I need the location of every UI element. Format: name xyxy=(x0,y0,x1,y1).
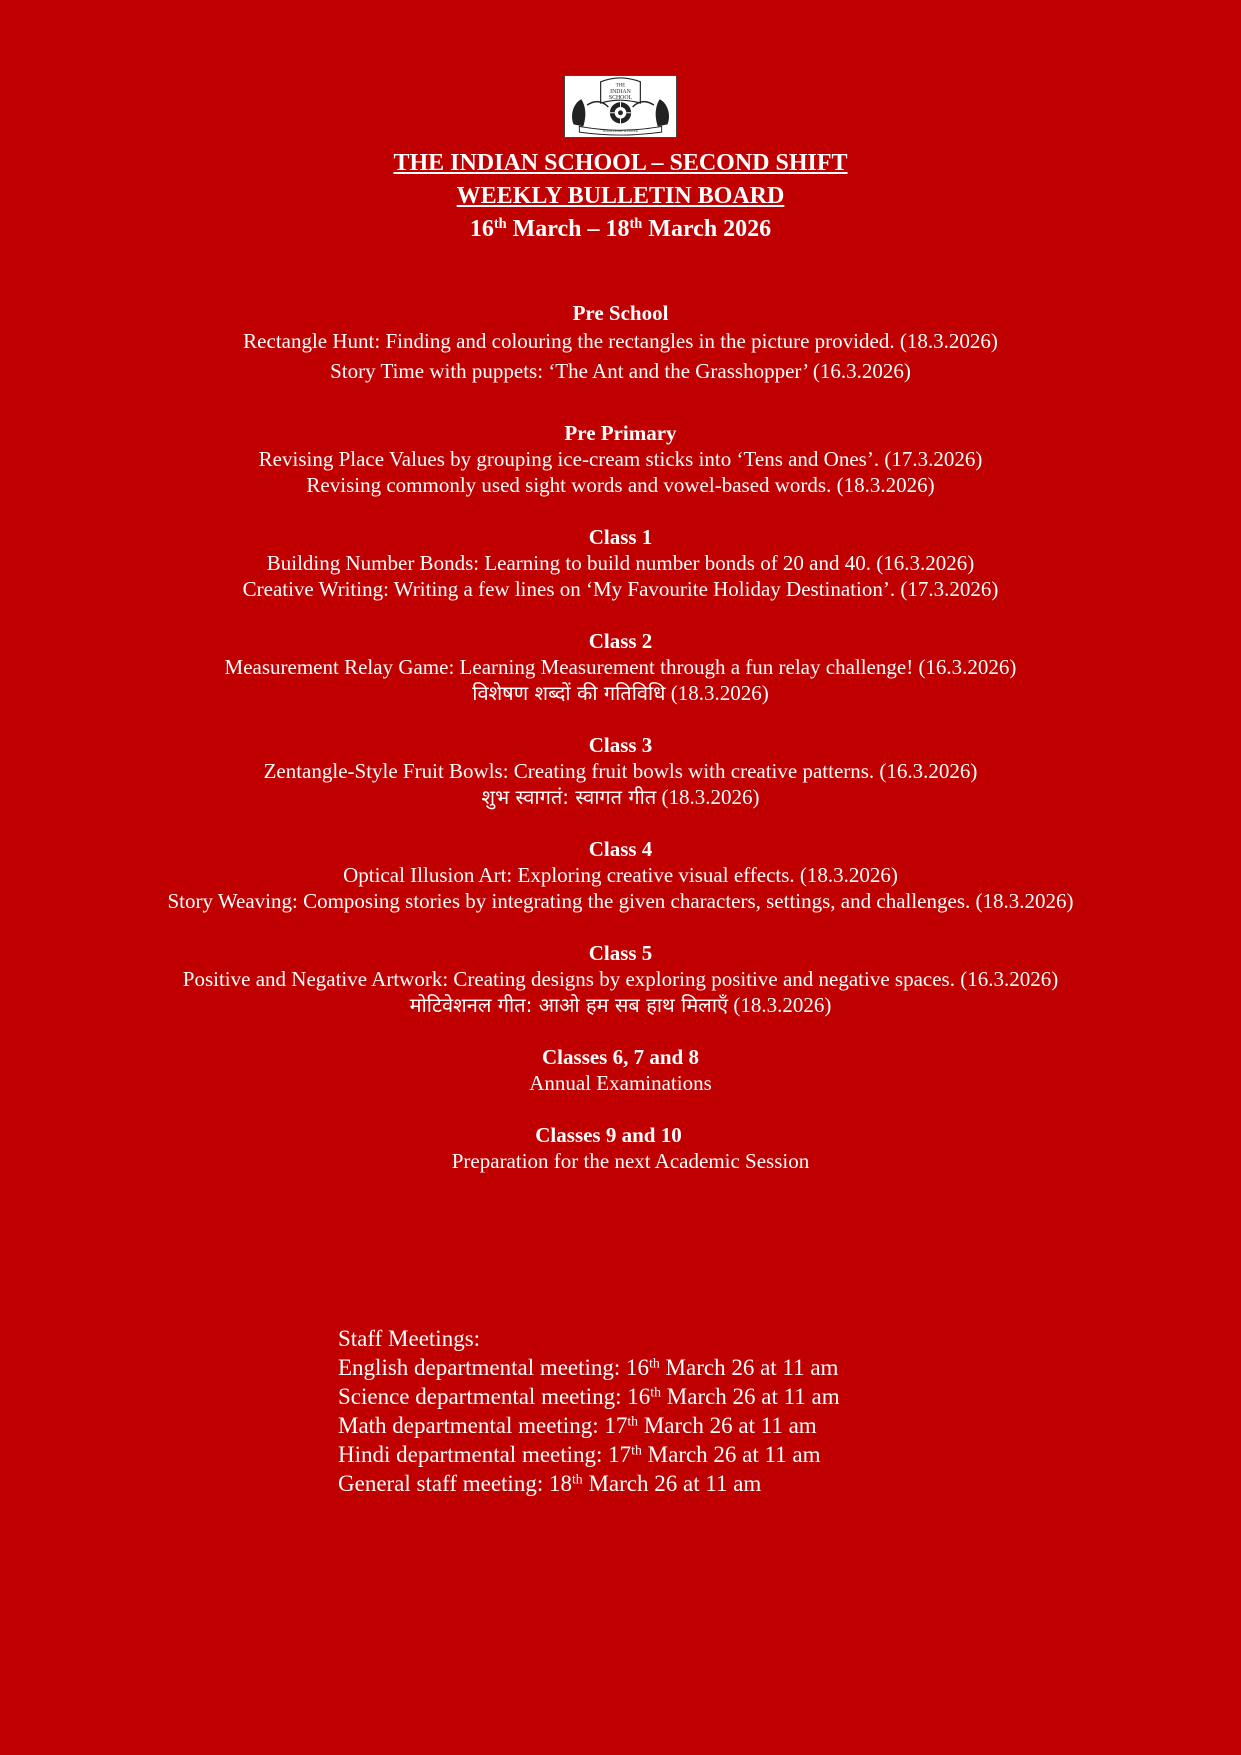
section-class-3 xyxy=(0,732,1241,810)
hindi-activity: विशेषण शब्दों की गतिविधि xyxy=(472,681,666,705)
meeting-time: March 26 at 11 am xyxy=(582,1471,762,1496)
meeting-line xyxy=(338,1440,840,1469)
meeting-suffix: th xyxy=(571,1471,583,1487)
activity-line: Revising Place Values by grouping ice-cream sticks into ‘Tens and Ones’. (17.3.2026) xyxy=(258,447,983,471)
meeting-line xyxy=(338,1353,840,1382)
meeting-text: General staff meeting: 18 xyxy=(338,1471,572,1496)
meeting-suffix: th xyxy=(627,1413,639,1429)
section-title: Class 5 xyxy=(588,941,653,965)
meeting-suffix: th xyxy=(650,1384,662,1400)
school-crest-icon xyxy=(565,76,676,137)
activity-line: Revising commonly used sight words and vowel-based words. (18.3.2026) xyxy=(306,473,935,497)
section-class-4 xyxy=(0,836,1241,914)
school-title: THE INDIAN SCHOOL – SECOND SHIFT xyxy=(393,150,848,176)
activity-line: Rectangle Hunt: Finding and colouring the rectangles in the picture provided. (18.3.2026) xyxy=(243,329,998,353)
date-start-suffix: th xyxy=(493,216,507,233)
section-title: Pre Primary xyxy=(564,421,677,445)
section-title: Class 1 xyxy=(588,525,653,549)
section-title: Pre School xyxy=(572,301,669,325)
activity-line: Story Weaving: Composing stories by integrating the given characters, settings, and challenges. (18.3.2026) xyxy=(167,889,1074,913)
meeting-time: March 26 at 11 am xyxy=(659,1355,839,1380)
activity-line: Zentangle-Style Fruit Bowls: Creating fruit bowls with creative patterns. (16.3.2026) xyxy=(263,759,978,783)
bulletin-title: WEEKLY BULLETIN BOARD xyxy=(456,183,785,209)
activity-line: Measurement Relay Game: Learning Measurement through a fun relay challenge! (16.3.2026) xyxy=(224,655,1017,679)
meeting-line xyxy=(338,1411,840,1440)
meeting-text: Math departmental meeting: 17 xyxy=(338,1413,628,1438)
activity-line: Annual Examinations xyxy=(529,1071,712,1095)
activity-line: Positive and Negative Artwork: Creating designs by exploring positive and negative spaces. (16.3.2026) xyxy=(182,967,1059,991)
activity-line: Optical Illusion Art: Exploring creative visual effects. (18.3.2026) xyxy=(343,863,898,887)
staff-meetings-heading: Staff Meetings: xyxy=(338,1326,481,1351)
school-logo xyxy=(564,75,677,138)
section-classes-9-10 xyxy=(0,1122,1241,1174)
meeting-text: Science departmental meeting: 16 xyxy=(338,1384,651,1409)
bulletin-date-range xyxy=(0,213,1241,246)
activity-date: (18.3.2026) xyxy=(728,993,832,1017)
activity-date: (18.3.2026) xyxy=(656,785,760,809)
meeting-time: March 26 at 11 am xyxy=(638,1413,817,1438)
logo-motto: KNOWLEDGE IS POWER xyxy=(603,129,638,134)
meeting-line xyxy=(338,1469,840,1498)
section-title: Classes 6, 7 and 8 xyxy=(542,1045,699,1069)
logo-text-1: THE xyxy=(615,83,626,89)
meeting-time: March 26 at 11 am xyxy=(641,1442,821,1467)
meeting-time: March 26 at 11 am xyxy=(661,1384,840,1409)
section-pre-primary xyxy=(0,420,1241,498)
bulletin-header xyxy=(0,147,1241,246)
logo-text-2: INDIAN xyxy=(610,88,631,95)
section-title: Class 3 xyxy=(588,733,653,757)
section-class-5 xyxy=(0,940,1241,1018)
meeting-suffix: th xyxy=(649,1355,660,1371)
section-class-2 xyxy=(0,628,1241,706)
meeting-text: Hindi departmental meeting: 17 xyxy=(338,1442,632,1467)
date-end-suffix: th xyxy=(629,216,643,233)
date-end: March 2026 xyxy=(642,216,772,242)
activity-date: (18.3.2026) xyxy=(665,681,769,705)
date-start-day: 16 xyxy=(469,216,494,242)
activity-line-hindi xyxy=(0,784,1241,810)
meeting-line xyxy=(338,1382,840,1411)
section-title: Class 4 xyxy=(588,837,653,861)
section-title: Classes 9 and 10 xyxy=(535,1123,682,1147)
activity-line-hindi xyxy=(0,992,1241,1018)
meeting-suffix: th xyxy=(631,1442,642,1458)
class-activities xyxy=(0,300,1241,1174)
activity-line: Story Time with puppets: ‘The Ant and the Grasshopper’ (16.3.2026) xyxy=(330,359,911,383)
activity-line: Preparation for the next Academic Session xyxy=(451,1149,810,1173)
logo-text-3: SCHOOL xyxy=(608,95,633,102)
hindi-activity: शुभ स्वागतं: स्वागत गीत xyxy=(481,785,657,809)
section-classes-6-7-8 xyxy=(0,1044,1241,1096)
section-title: Class 2 xyxy=(588,629,653,653)
section-pre-school xyxy=(0,300,1241,386)
activity-line: Building Number Bonds: Learning to build number bonds of 20 and 40. (16.3.2026) xyxy=(266,551,975,575)
section-class-1 xyxy=(0,524,1241,602)
meeting-text: English departmental meeting: 16 xyxy=(338,1355,650,1380)
staff-meetings xyxy=(338,1324,840,1498)
activity-line-hindi xyxy=(0,680,1241,706)
date-middle: March – 18 xyxy=(506,216,630,242)
activity-line: Creative Writing: Writing a few lines on ‘My Favourite Holiday Destination’. (17.3.2026) xyxy=(242,577,999,601)
hindi-activity: मोटिवेशनल गीत: आओ हम सब हाथ मिलाएँ xyxy=(409,993,729,1017)
